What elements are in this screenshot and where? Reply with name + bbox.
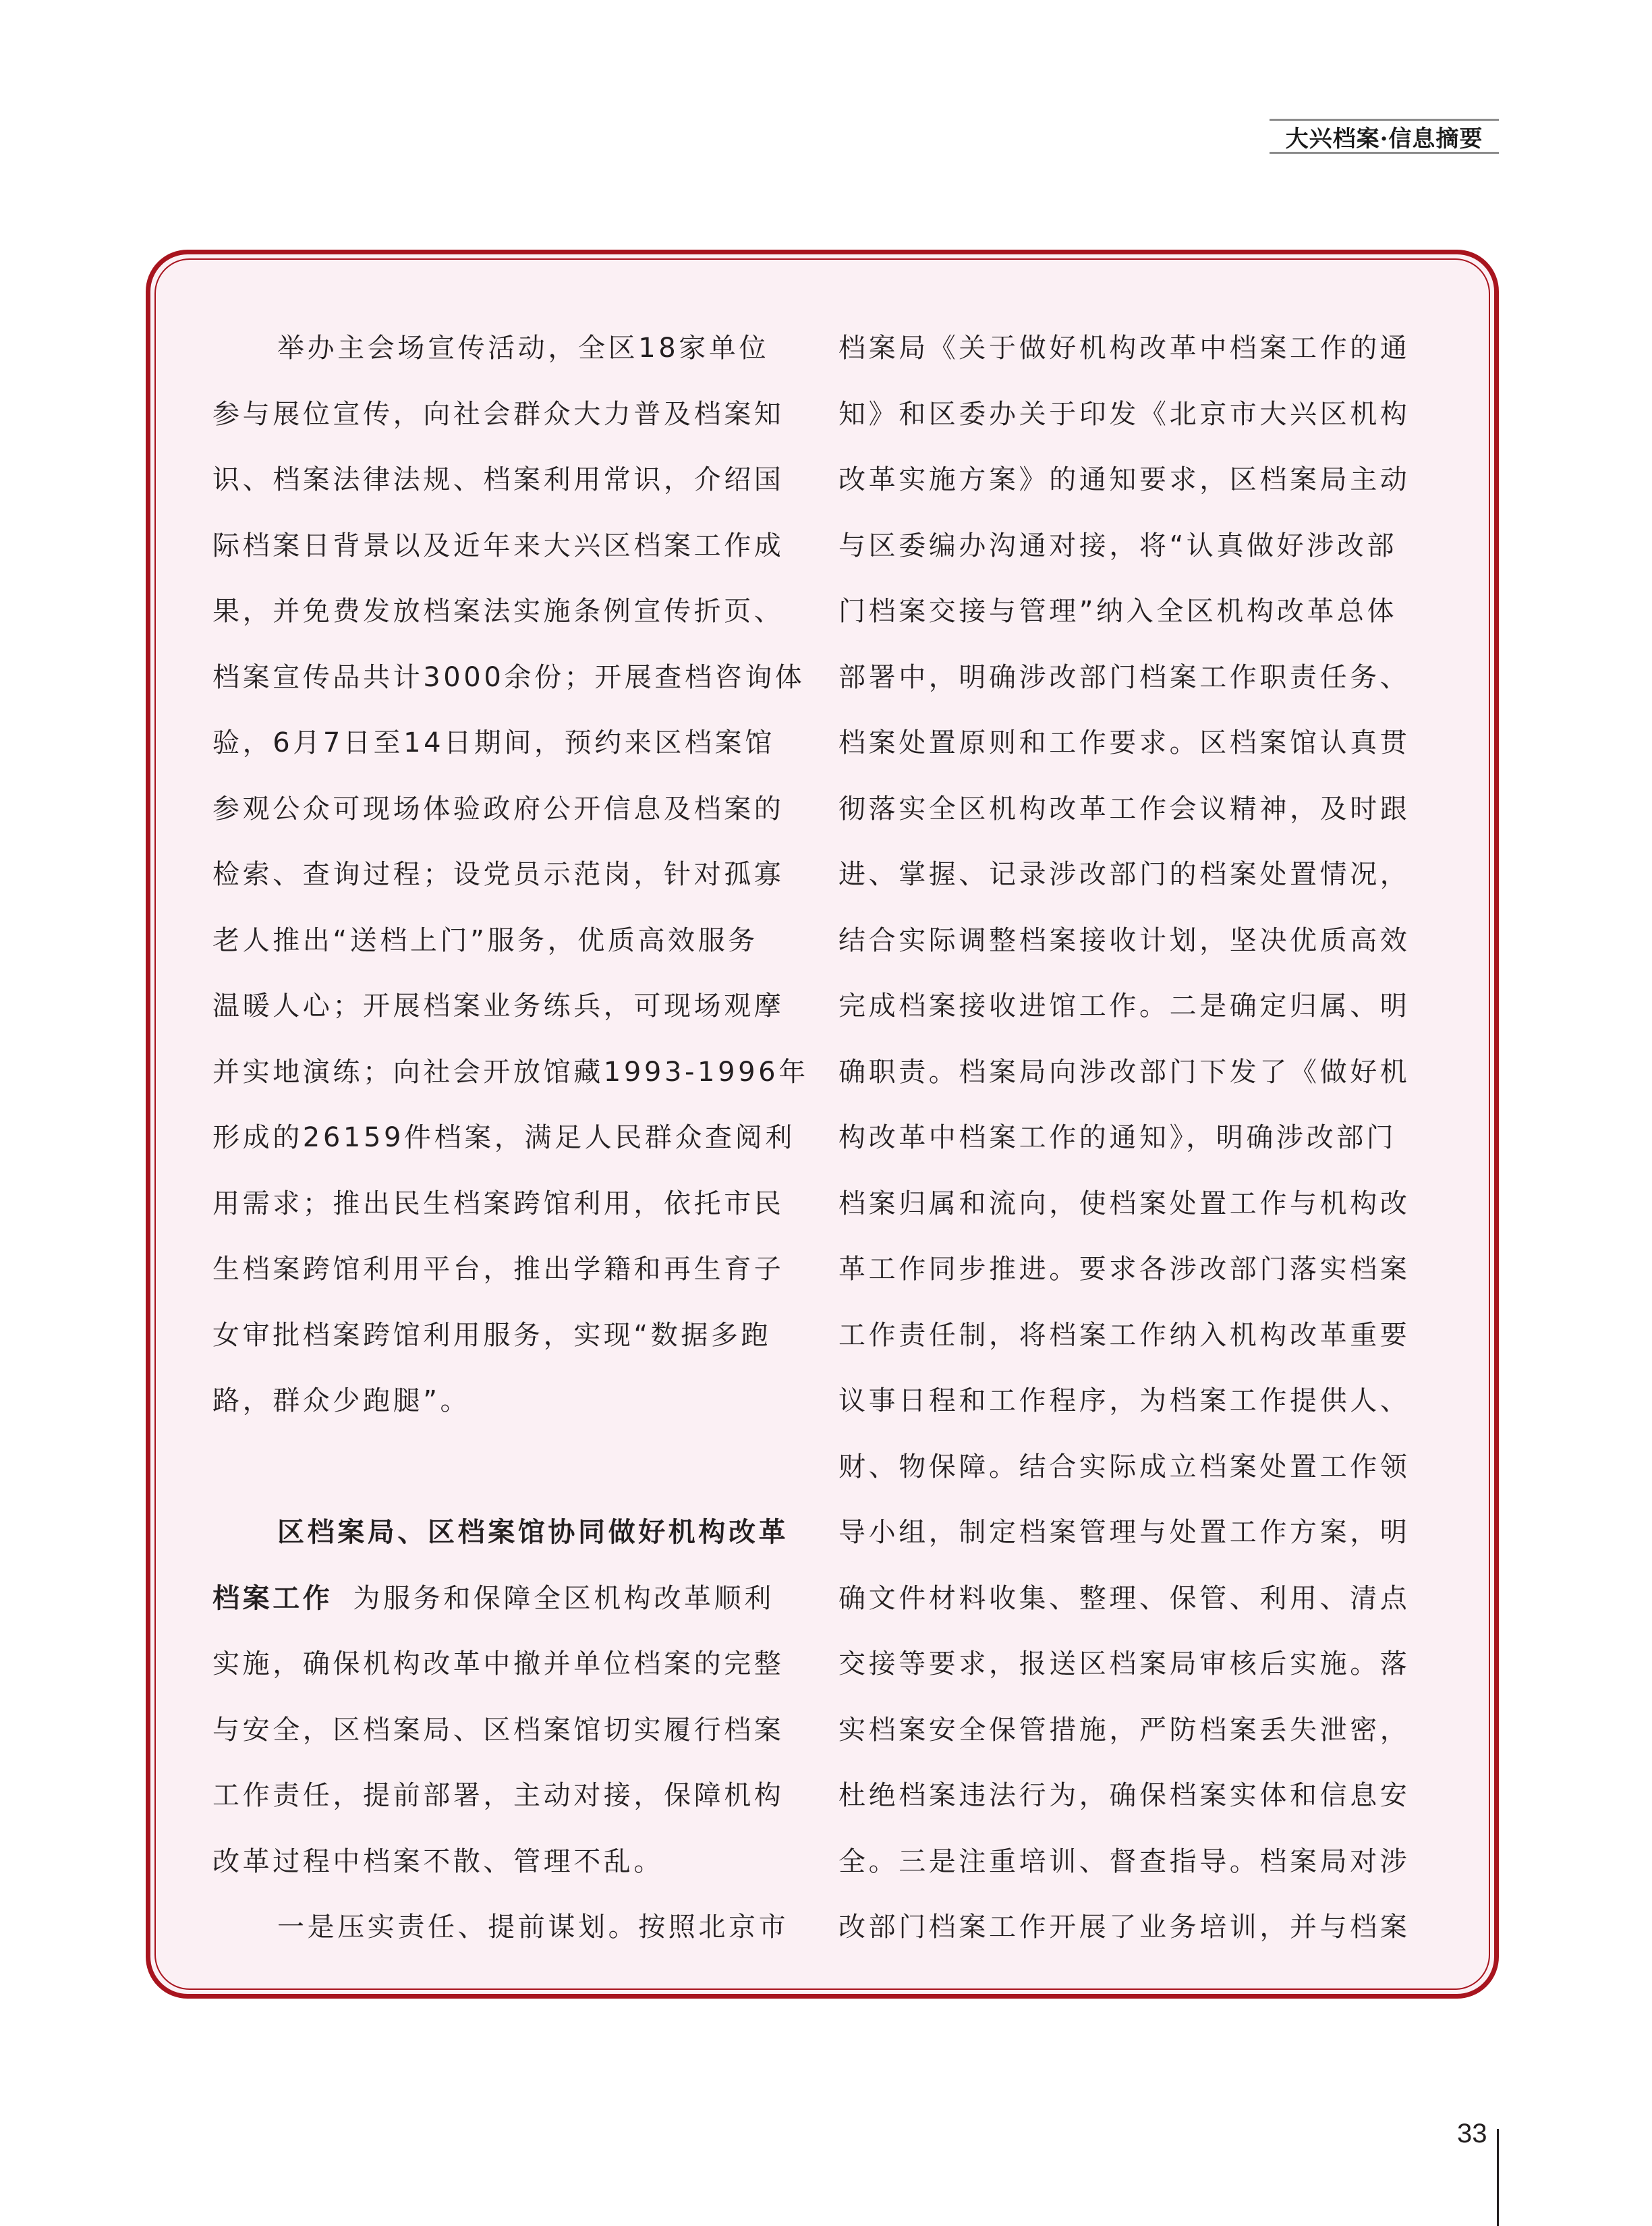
right-column (838, 316, 1466, 1961)
page-edge-rule (1497, 2129, 1499, 2226)
left-column (212, 316, 840, 1961)
text-line: 生档案跨馆利用平台，推出学籍和再生育子 (212, 1254, 785, 1285)
text-line: 老人推出“送档上门”服务，优质高效服务 (212, 924, 758, 956)
text-line: 温暖人心；开展档案业务练兵，可现场观摩 (212, 991, 785, 1022)
text-line: 改部门档案工作开展了业务培训，并与档案 (838, 1912, 1411, 1943)
section-heading-continued (212, 1566, 840, 1632)
paragraph-spacer (212, 1435, 840, 1501)
text-line: 彻落实全区机构改革工作会议精神，及时跟 (838, 793, 1411, 825)
text-line: 改革过程中档案不散、管理不乱。 (212, 1845, 664, 1877)
text-line: 与区委编办沟通对接，将“认真做好涉改部 (838, 530, 1398, 561)
text-line: 并实地演练；向社会开放馆藏1993-1996年 (212, 1056, 809, 1088)
text-line: 改革实施方案》的通知要求，区档案局主动 (838, 464, 1411, 495)
text-line: 用需求；推出民生档案跨馆利用，依托市民 (212, 1188, 785, 1219)
text-line: 举办主会场宣传活动，全区18家单位 (277, 333, 770, 364)
text-line: 进、掌握、记录涉改部门的档案处置情况， (838, 859, 1411, 890)
text-line: 交接等要求，报送区档案局审核后实施。落 (838, 1648, 1411, 1679)
text-run: 为服务和保障全区机构改革顺利 (353, 1582, 774, 1614)
text-line: 门档案交接与管理”纳入全区机构改革总体 (838, 596, 1398, 627)
text-line: 际档案日背景以及近年来大兴区档案工作成 (212, 530, 785, 561)
page-number: 33 (1457, 2119, 1487, 2148)
text-line: 完成档案接收进馆工作。二是确定归属、明 (838, 991, 1411, 1022)
text-line: 导小组，制定档案管理与处置工作方案，明 (838, 1517, 1411, 1548)
text-line: 部署中，明确涉改部门档案工作职责任务、 (838, 661, 1411, 693)
section-heading: 区档案局、区档案馆协同做好机构改革 (277, 1517, 789, 1548)
text-line: 革工作同步推进。要求各涉改部门落实档案 (838, 1254, 1411, 1285)
text-line: 形成的26159件档案，满足人民群众查阅利 (212, 1122, 795, 1153)
text-line: 知》和区委办关于印发《北京市大兴区机构 (838, 398, 1411, 430)
text-line: 实档案安全保管措施，严防档案丢失泄密， (838, 1714, 1411, 1746)
text-line: 档案处置原则和工作要求。区档案馆认真贯 (838, 727, 1411, 758)
text-line: 档案宣传品共计3000余份；开展查档咨询体 (212, 661, 805, 693)
section-heading-tail: 档案工作 (212, 1582, 333, 1614)
running-header (1270, 119, 1499, 154)
text-line: 档案局《关于做好机构改革中档案工作的通 (838, 333, 1411, 364)
text-line: 工作责任制，将档案工作纳入机构改革重要 (838, 1319, 1411, 1351)
text-line: 构改革中档案工作的通知》，明确涉改部门 (838, 1122, 1397, 1153)
text-line: 检索、查询过程；设党员示范岗，针对孤寡 (212, 859, 785, 890)
text-line: 杜绝档案违法行为，确保档案实体和信息安 (838, 1780, 1411, 1811)
text-line: 议事日程和工作程序，为档案工作提供人、 (838, 1385, 1411, 1416)
text-line: 结合实际调整档案接收计划，坚决优质高效 (838, 924, 1411, 956)
text-line: 验，6月7日至14日期间，预约来区档案馆 (212, 727, 775, 758)
text-line: 女审批档案跨馆利用服务，实现“数据多跑 (212, 1319, 772, 1351)
header-title: 大兴档案·信息摘要 (1285, 125, 1483, 152)
text-line: 确文件材料收集、整理、保管、利用、清点 (838, 1582, 1411, 1614)
text-line: 工作责任，提前部署，主动对接，保障机构 (212, 1780, 785, 1811)
text-line: 与安全，区档案局、区档案馆切实履行档案 (212, 1714, 785, 1746)
text-line: 档案归属和流向，使档案处置工作与机构改 (838, 1188, 1411, 1219)
text-line: 全。三是注重培训、督查指导。档案局对涉 (838, 1845, 1411, 1877)
text-line: 参与展位宣传，向社会群众大力普及档案知 (212, 398, 785, 430)
text-line: 识、档案法律法规、档案利用常识，介绍国 (212, 464, 785, 495)
text-line: 财、物保障。结合实际成立档案处置工作领 (838, 1451, 1411, 1482)
text-line: 实施，确保机构改革中撤并单位档案的完整 (212, 1648, 785, 1679)
text-line: 果，并免费发放档案法实施条例宣传折页、 (212, 596, 785, 627)
text-line: 路，群众少跑腿”。 (212, 1385, 471, 1416)
text-line: 一是压实责任、提前谋划。按照北京市 (277, 1912, 789, 1943)
text-line: 参观公众可现场体验政府公开信息及档案的 (212, 793, 785, 825)
text-line: 确职责。档案局向涉改部门下发了《做好机 (838, 1056, 1411, 1088)
